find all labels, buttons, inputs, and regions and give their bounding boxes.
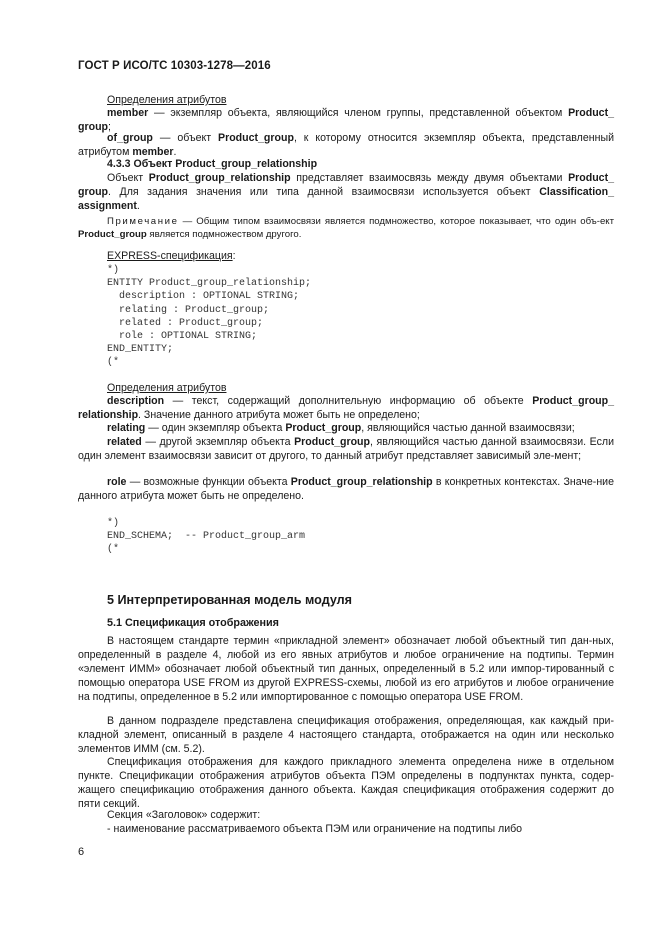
attr-name: description [107,395,165,407]
attr-relating: relating — один экземпляр объекта Product_group, являющийся частью данной взаимосвязи; [107,422,575,434]
paragraph: В данном подразделе представлена спецификация отображения, определяющая, как каждый при-кладной элемент, описанный в разделе 4 настоящего стандарта, отображается на один или несколько элементов ИММ (см. 5.2). [78,715,614,755]
section-title-51: 5.1 Спецификация отображения [107,617,279,629]
note: Примечание — Общим типом взаимосвязи является подмножество, которое показывает, что один объ-ект Product_group является подмножеством другого. [78,216,614,240]
section-title-433: 4.3.3 Объект Product_group_relationship [107,158,318,170]
page-number: 6 [78,846,85,858]
express-code: *) ENTITY Product_group_relationship; description : OPTIONAL STRING; relating : Product_group; related : Product_group; role : OPTIONAL STRING; END_ENTITY; (* [107,265,312,369]
section-433-paragraph: Объект Product_group_relationship представляет взаимосвязь между двумя объектами Product_ group. Для задания значения или типа данной взаимосвязи используется объект Classification_ assignment. [78,172,614,212]
attr-name: role [107,476,127,488]
attr-member: member — экземпляр объекта, являющийся членом группы, представленной объектом Product_ group; [78,107,614,133]
attr-of-group: of_group — объект Product_group, к которому относится экземпляр объекта, представленный атрибутом member. [78,132,614,158]
attr-name: of_group [107,132,153,144]
section-title-5: 5 Интерпретированная модель модуля [107,593,353,607]
note-label: Примечание [107,216,179,227]
paragraph: Спецификация отображения для каждого прикладного элемента определена ниже в отдельном пункте. Спецификации отображения атрибутов объекта ПЭМ определены в подпунктах пункта, содер-жащего спецификацию отображения данного объекта. Каждая спецификация отображения содержит до пяти секций. [78,756,614,810]
list-item: - наименование рассматриваемого объекта ПЭМ или ограничение на подтипы либо [107,823,523,835]
paragraph: В настоящем стандарте термин «прикладной элемент» обозначает любой объектный тип дан-ных, определенный в разделе 4, любой из его явных атрибутов и любое ограничение на подтипы. Термин «элемент ИММ» обозначает любой объектный тип данных, определенный в 5.2 или импор-тированный с помощью оператора USE FROM из другой EXPRESS-схемы, любой из его атрибутов и любое ограничение на подтипы, определенное в 5.2 или импортированное с помощью оператора USE FROM. [78,635,614,703]
express-end-code: *) END_SCHEMA; -- Product_group_arm (* [107,518,306,556]
attr-name: related [107,436,142,448]
attr-defs-heading: Определения атрибутов [107,94,227,106]
page-header: ГОСТ Р ИСО/ТС 10303-1278—2016 [78,60,271,72]
attr-defs-heading-2: Определения атрибутов [107,382,227,394]
attr-name: relating [107,422,146,434]
attr-role: role — возможные функции объекта Product_group_relationship в конкретных контекстах. Значе-ние данного атрибута может быть не определено. [78,476,614,502]
attr-related: related — другой экземпляр объекта Product_group, являющийся частью данной взаимосвязи. Если один элемент взаимосвязи зависит от другого, то данный атрибут представляет зависимый эле-мент; [78,436,614,462]
express-heading: EXPRESS-спецификация: [107,250,236,262]
attr-name: member [107,107,149,119]
attr-description: description — текст, содержащий дополнительную информацию об объекте Product_group_ relationship. Значение данного атрибута может быть не определено; [78,395,614,421]
paragraph: Секция «Заголовок» содержит: [107,809,261,821]
